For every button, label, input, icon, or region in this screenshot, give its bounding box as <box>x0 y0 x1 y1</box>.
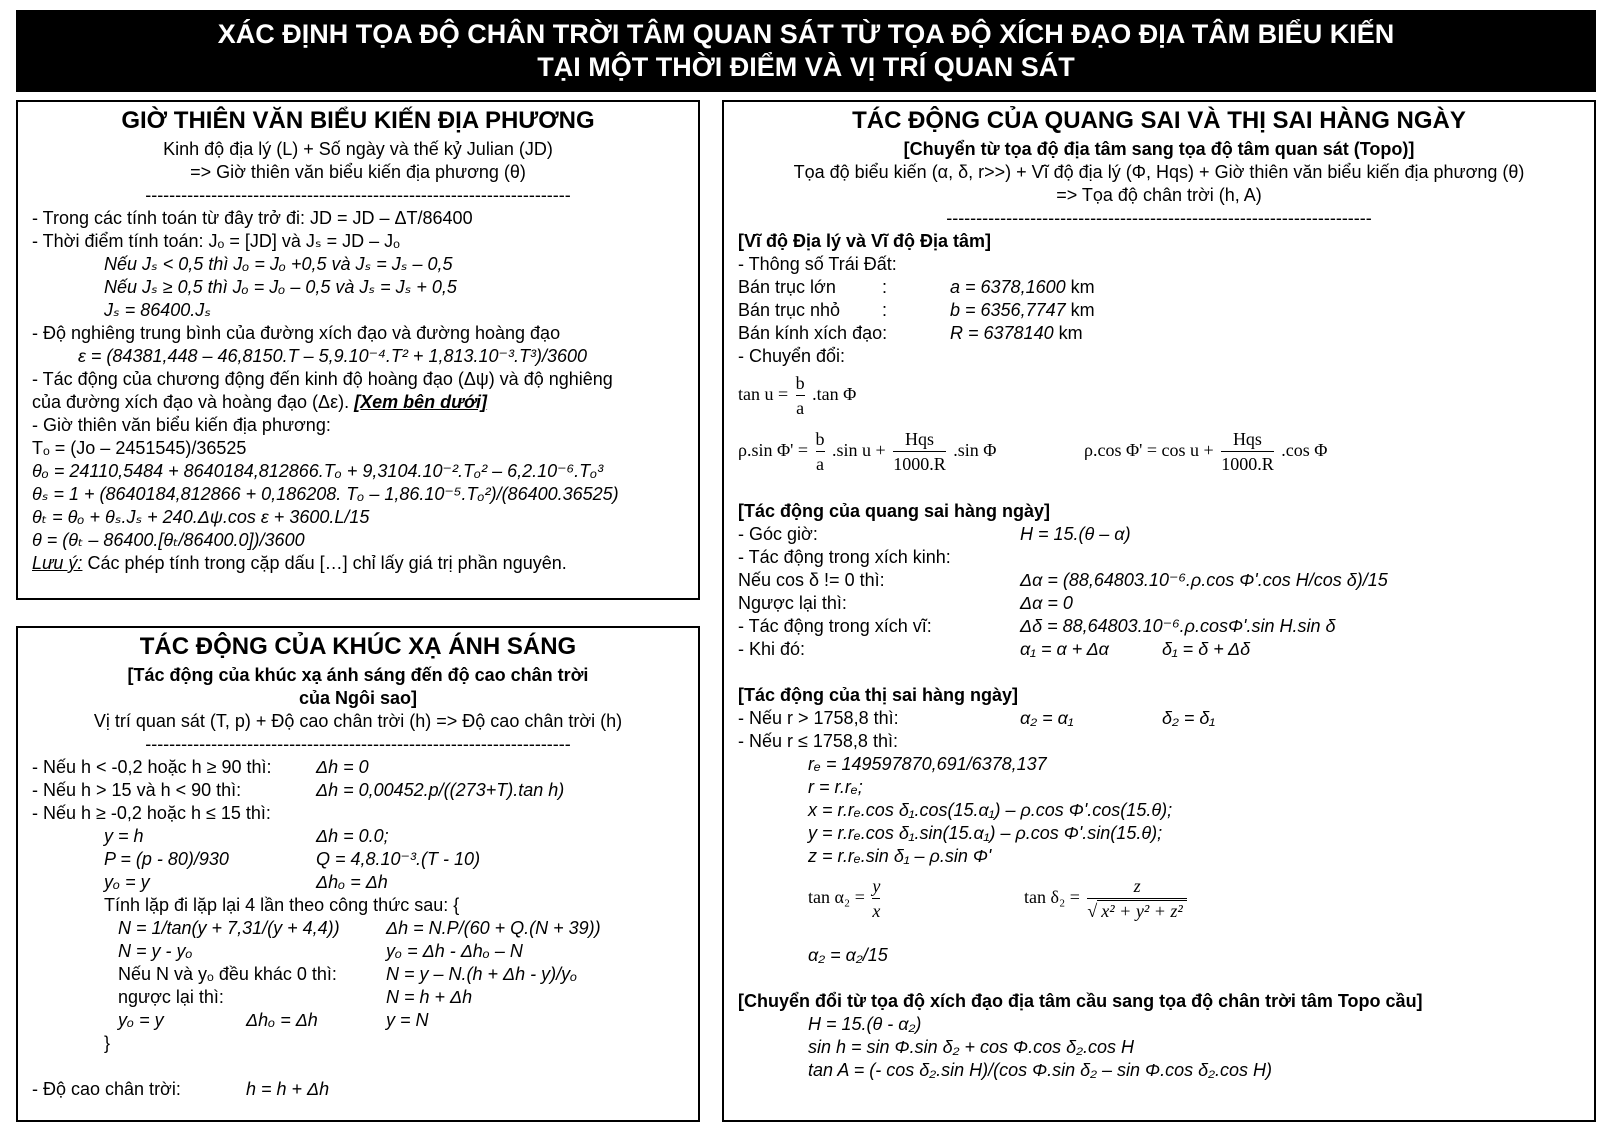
earth-param-formula: a = 6378,1600 <box>950 277 1066 297</box>
formula-line: θₜ = θₒ + θₛ.Jₛ + 240.Δψ.cos ε + 3600.L/15 <box>32 507 370 527</box>
formula-part: .cos Φ <box>1281 440 1328 460</box>
formula-rho-cos <box>1084 426 1327 476</box>
formula-part: tan α₂ = <box>808 887 865 907</box>
section-heading: [Chuyển đổi từ tọa độ xích đạo địa tâm cầu sang tọa độ chân trời tâm Topo cầu] <box>738 991 1423 1011</box>
formula-line: Δα = (88,64803.10⁻⁶.ρ.cos Φ'.cos H/cos δ)/15 <box>1020 570 1388 590</box>
formula-line: Δδ = 88,64803.10⁻⁶.ρ.cosΦ'.sin H.sin δ <box>1020 616 1336 636</box>
panel-subtitle: => Tọa độ chân trời (h, A) <box>1056 185 1262 205</box>
panel-title: GIỜ THIÊN VĂN BIỂU KIẾN ĐỊA PHƯƠNG <box>121 107 595 134</box>
formula-line: - Nếu h < -0,2 hoặc h ≥ 90 thì: <box>32 757 272 777</box>
fraction <box>872 874 880 923</box>
formula-part: .sin u + <box>832 440 886 460</box>
formula-line: Δh = 0,00452.p/((273+T).tan h) <box>316 780 565 800</box>
page-title-banner <box>16 10 1596 92</box>
see-below-link[interactable]: [Xem bên dưới] <box>354 392 488 412</box>
formula-line: - Trong các tính toán từ đây trở đi: JD = JD – ΔT/86400 <box>32 208 473 228</box>
panel-subtitle: [Chuyển từ tọa độ địa tâm sang tọa độ tâm quan sát (Topo)] <box>903 139 1415 159</box>
denominator: a <box>796 398 805 419</box>
panel-subtitle: của Ngôi sao] <box>298 688 418 708</box>
formula-line: Δh = N.P/(60 + Q.(N + 39)) <box>386 918 601 938</box>
formula-line: - Độ nghiêng trung bình của đường xích đạo và đường hoàng đạo <box>32 323 561 343</box>
formula-line: - Nếu r > 1758,8 thì: <box>738 708 899 728</box>
formula-line: α₂ = α₁ <box>1020 708 1074 728</box>
refraction-panel <box>16 626 700 1122</box>
panel-subtitle: Vị trí quan sát (T, p) + Độ cao chân trời (h) => Độ cao chân trời (h) <box>93 711 623 731</box>
earth-param-unit: km <box>1053 323 1083 343</box>
formula-line: h = h + Δh <box>246 1079 330 1099</box>
formula-line: Δh = 0 <box>316 757 369 777</box>
formula-line: - Nếu h > 15 và h < 90 thì: <box>32 780 242 800</box>
formula-line: P = (p - 80)/930 <box>104 849 229 869</box>
fraction <box>816 427 825 476</box>
note-line <box>32 552 567 574</box>
earth-param-colon: : <box>882 300 888 320</box>
divider: ----------------------------------------------------------------------- <box>145 185 571 205</box>
formula-line: - Tác động của chương động đến kinh độ hoàng đạo (Δψ) và độ nghiêng <box>32 369 613 389</box>
panel-title: TÁC ĐỘNG CỦA QUANG SAI VÀ THỊ SAI HÀNG NGÀY <box>852 107 1466 134</box>
formula-line: N = y – N.(h + Δh - y)/yₒ <box>386 964 578 984</box>
formula-line: Tₒ = (Jo – 2451545)/36525 <box>32 438 247 458</box>
numerator: Hqs <box>893 427 946 452</box>
formula-line: ε = (84381,448 – 46,8150.T – 5,9.10⁻⁴.T² + 1,813.10⁻³.T³)/3600 <box>78 346 588 366</box>
formula-line: N = h + Δh <box>386 987 473 1007</box>
formula-line: yₒ = Δh - Δhₒ – N <box>386 941 523 961</box>
formula-line: - Góc giờ: <box>738 524 818 544</box>
formula-line: Q = 4,8.10⁻³.(T - 10) <box>316 849 481 869</box>
fraction <box>1221 427 1274 476</box>
denominator: 1000.R <box>1221 454 1274 475</box>
earth-param-formula: R = 6378140 <box>950 323 1054 343</box>
formula-tan-delta2 <box>1024 872 1190 923</box>
formula-line: y = h <box>104 826 144 846</box>
fraction <box>1087 874 1186 923</box>
formula-line: θₛ = 1 + (8640184,812866 + 0,186208. Tₒ – 1,86.10⁻⁵.Tₒ²)/(86400.36525) <box>32 484 619 504</box>
sidereal-time-panel <box>16 100 700 600</box>
formula-line: α₁ = α + Δα <box>1020 639 1109 659</box>
panel-title: TÁC ĐỘNG CỦA KHÚC XẠ ÁNH SÁNG <box>139 633 577 660</box>
formula-line: - Giờ thiên văn biểu kiến địa phương: <box>32 415 331 435</box>
divider: ----------------------------------------------------------------------- <box>946 208 1372 228</box>
note-text: Các phép tính trong cặp dấu […] chỉ lấy giá trị phần nguyên. <box>82 553 567 573</box>
panel-subtitle: Tọa độ biểu kiến (α, δ, r>>) + Vĩ độ địa lý (Φ, Hqs) + Giờ thiên văn biểu kiến địa phương (θ) <box>793 162 1525 182</box>
formula-line: x = r.rₑ.cos δ₁.cos(15.α₁) – ρ.cos Φ'.cos(15.θ); <box>808 800 1173 820</box>
formula-line: θ = (θₜ – 86400.[θₜ/86400.0])/3600 <box>32 530 305 550</box>
fraction <box>893 427 946 476</box>
formula-line: - Thời điểm tính toán: Jₒ = [JD] và Jₛ = JD – Jₒ <box>32 231 400 251</box>
formula-line: - Tác động trong xích vĩ: <box>738 616 932 636</box>
formula-line: rₑ = 149597870,691/6378,137 <box>808 754 1047 774</box>
formula-line: - Nếu r ≤ 1758,8 thì: <box>738 731 898 751</box>
earth-param-unit: km <box>1065 300 1095 320</box>
formula-line: yₒ = y <box>118 1010 164 1030</box>
earth-param-label: Bán kính xích đạo: <box>738 323 888 343</box>
formula-line: } <box>104 1033 111 1053</box>
square-root-term: x² + y² + z² <box>1097 900 1186 921</box>
numerator: y <box>872 874 880 899</box>
formula-line: Tính lặp đi lặp lại 4 lần theo công thức sau: { <box>104 895 460 915</box>
earth-param-colon: : <box>882 277 888 297</box>
formula-line: H = 15.(θ - α₂) <box>808 1014 922 1034</box>
formula-part: ρ.sin Φ' = <box>738 440 809 460</box>
formula-line: Δh = 0.0; <box>316 826 389 846</box>
earth-param-formula: b = 6356,7747 <box>950 300 1066 320</box>
formula-line: - Chuyển đổi: <box>738 346 846 366</box>
note-label: Lưu ý: <box>32 553 83 573</box>
formula-tan-u <box>738 370 856 420</box>
numerator: z <box>1087 874 1186 899</box>
formula-line: sin h = sin Φ.sin δ₂ + cos Φ.cos δ₂.cos H <box>808 1037 1134 1057</box>
formula-line: ngược lại thì: <box>118 987 224 1007</box>
formula-line: - Độ cao chân trời: <box>32 1079 181 1099</box>
page-title-line-2: TẠI MỘT THỜI ĐIỂM VÀ VỊ TRÍ QUAN SÁT <box>537 52 1075 82</box>
formula-line: δ₂ = δ₁ <box>1162 708 1216 728</box>
formula-line: Δα = 0 <box>1020 593 1073 613</box>
numerator: b <box>816 427 825 452</box>
formula-part: ρ.cos Φ' = cos u + <box>1084 440 1214 460</box>
formula-part: .sin Φ <box>953 440 997 460</box>
formula-line: N = 1/tan(y + 7,31/(y + 4,4)) <box>118 918 340 938</box>
formula-line: y = N <box>386 1010 429 1030</box>
formula-line: y = r.rₑ.cos δ₁.sin(15.α₁) – ρ.cos Φ'.sin(15.θ); <box>808 823 1163 843</box>
formula-line: Nếu N và yₒ đều khác 0 thì: <box>118 964 337 984</box>
earth-param-label: Bán trục lớn <box>738 277 836 297</box>
formula-line: N = y - yₒ <box>118 941 193 961</box>
section-heading: [Vĩ độ Địa lý và Vĩ độ Địa tâm] <box>738 231 992 251</box>
panel-subtitle: Kinh độ địa lý (L) + Số ngày và thế kỷ Julian (JD) <box>163 139 553 159</box>
formula-line: Nếu Jₛ < 0,5 thì Jₒ = Jₒ +0,5 và Jₛ = Jₛ – 0,5 <box>104 254 453 274</box>
divider: ----------------------------------------------------------------------- <box>145 734 571 754</box>
formula-line: δ₁ = δ + Δδ <box>1162 639 1251 659</box>
formula-line <box>32 391 487 413</box>
denominator: 1000.R <box>893 454 946 475</box>
formula-line: Jₛ = 86400.Jₛ <box>104 300 211 320</box>
formula-line: - Nếu h ≥ -0,2 hoặc h ≤ 15 thì: <box>32 803 271 823</box>
numerator: b <box>796 371 805 396</box>
denominator: a <box>816 454 825 475</box>
formula-line: - Tác động trong xích kinh: <box>738 547 951 567</box>
formula-part: .tan Φ <box>812 384 857 404</box>
formula-rho-sin <box>738 426 996 476</box>
formula-tan-alpha2 <box>808 872 883 923</box>
formula-line: - Thông số Trái Đất: <box>738 254 897 274</box>
numerator: Hqs <box>1221 427 1274 452</box>
formula-line: - Khi đó: <box>738 639 806 659</box>
formula-line: Δhₒ = Δh <box>246 1010 318 1030</box>
formula-line: z = r.rₑ.sin δ₁ – ρ.sin Φ' <box>808 846 992 866</box>
earth-param-value <box>950 276 1095 298</box>
section-heading: [Tác động của thị sai hàng ngày] <box>738 685 1019 705</box>
denominator: x <box>872 901 881 922</box>
earth-param-unit: km <box>1065 277 1095 297</box>
formula-line: yₒ = y <box>104 872 150 892</box>
fraction <box>796 371 805 420</box>
formula-line: tan A = (- cos δ₂.sin H)/(cos Φ.sin δ₂ – sin Φ.cos δ₂.cos H) <box>808 1060 1273 1080</box>
aberration-parallax-panel <box>722 100 1596 1122</box>
formula-part: tan δ₂ = <box>1024 887 1080 907</box>
formula-part: tan u = <box>738 384 789 404</box>
formula-line: Δhₒ = Δh <box>316 872 388 892</box>
formula-line: θₒ = 24110,5484 + 8640184,812866.Tₒ + 9,3104.10⁻².Tₒ² – 6,2.10⁻⁶.Tₒ³ <box>32 461 604 481</box>
formula-line: Nếu cos δ != 0 thì: <box>738 570 885 590</box>
formula-text: của đường xích đạo và hoàng đạo (Δε). <box>32 392 350 412</box>
page-title-line-1: XÁC ĐỊNH TỌA ĐỘ CHÂN TRỜI TÂM QUAN SÁT TỪ TỌA ĐỘ XÍCH ĐẠO ĐỊA TÂM BIỂU KIẾN <box>217 19 1395 49</box>
earth-param-value <box>950 322 1083 344</box>
earth-param-value <box>950 299 1095 321</box>
formula-line: r = r.rₑ; <box>808 777 863 797</box>
formula-line: Ngược lại thì: <box>738 593 847 613</box>
formula-line: α₂ = α₂/15 <box>808 945 888 965</box>
earth-param-label: Bán trục nhỏ <box>738 300 841 320</box>
section-heading: [Tác động của quang sai hàng ngày] <box>738 501 1051 521</box>
denominator: √ x² + y² + z² <box>1087 899 1186 923</box>
panel-subtitle: [Tác động của khúc xạ ánh sáng đến độ cao chân trời <box>127 665 589 685</box>
formula-line: H = 15.(θ – α) <box>1020 524 1131 544</box>
panel-subtitle: => Giờ thiên văn biểu kiến địa phương (θ) <box>190 162 526 182</box>
formula-line: Nếu Jₛ ≥ 0,5 thì Jₒ = Jₒ – 0,5 và Jₛ = Jₛ + 0,5 <box>104 277 457 297</box>
